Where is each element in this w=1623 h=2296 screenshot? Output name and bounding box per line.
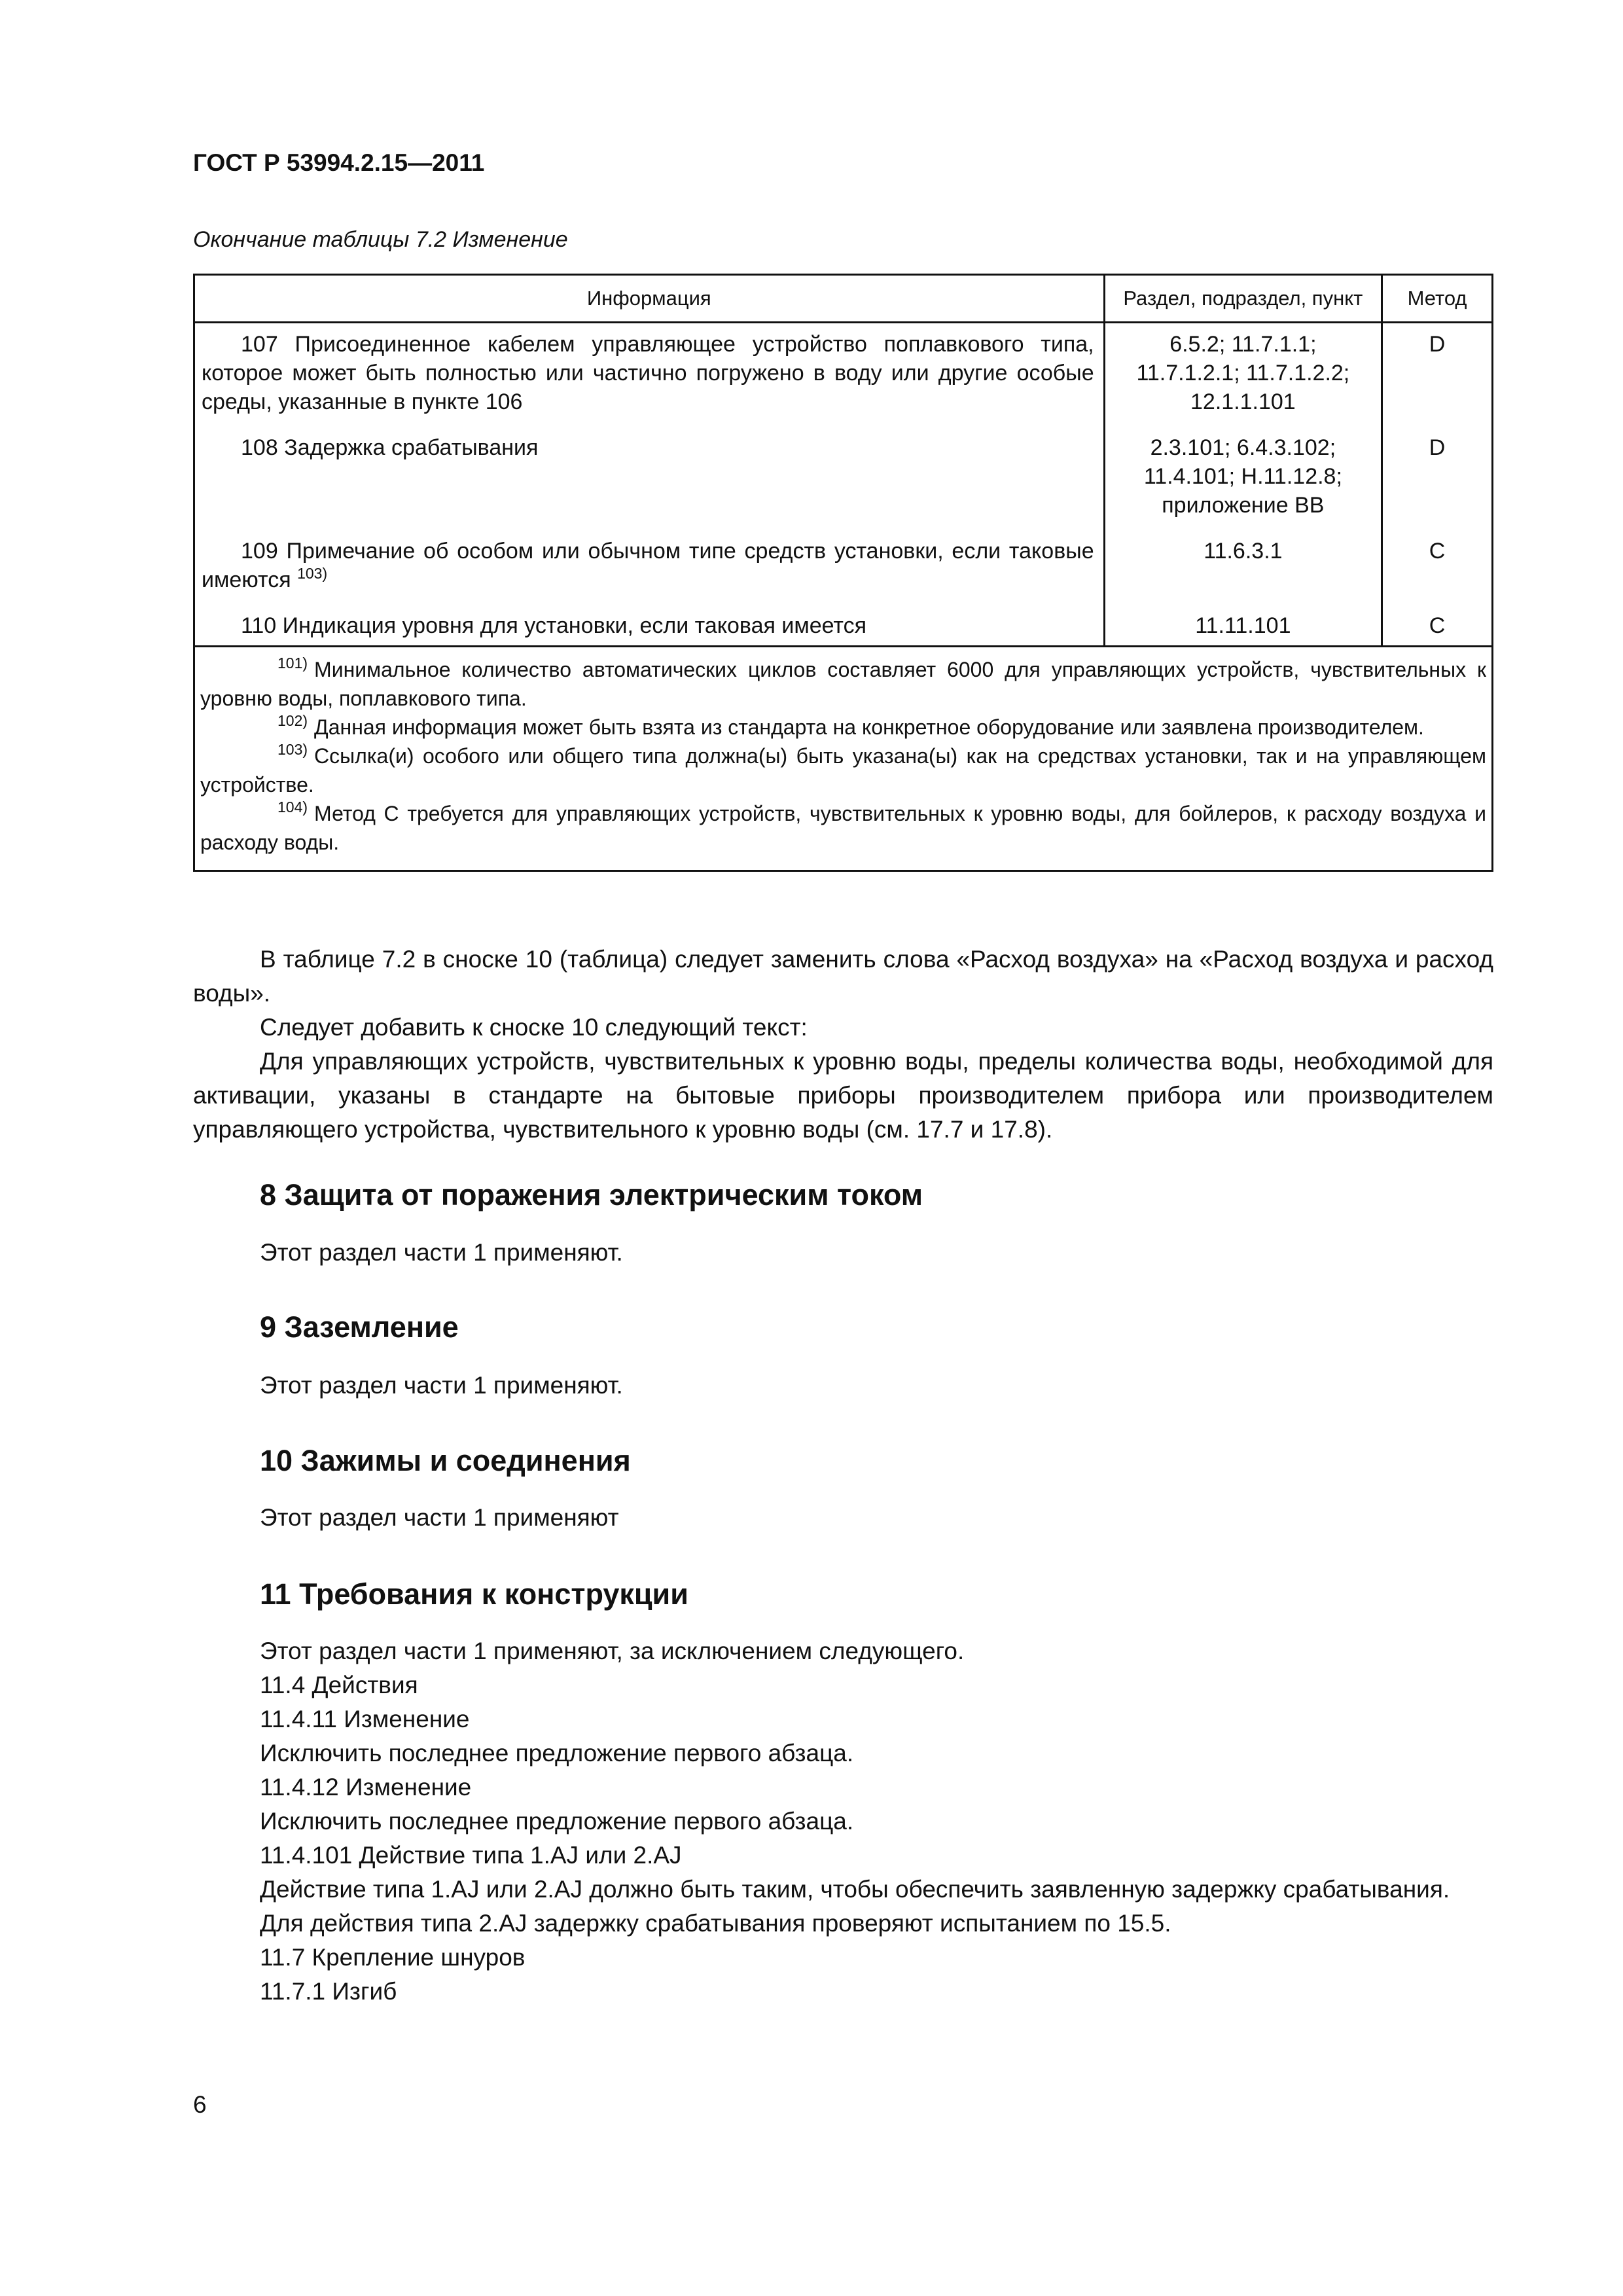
reference-line: 11.7.1.2.1; 11.7.1.2.2;	[1136, 361, 1350, 386]
clause-line: Для действия типа 2.AJ задержку срабатывания проверяют испытанием по 15.5.	[260, 1910, 1171, 1937]
clause-line: Исключить последнее предложение первого абзаца.	[260, 1740, 854, 1767]
clause-line: 11.4.101 Действие типа 1.AJ или 2.AJ	[260, 1842, 682, 1869]
footnote-mark: 101)	[277, 655, 308, 672]
note-text: Метод С требуется для управляющих устройств, чувствительных к уровню воды, для бойлеров, к расходу воздуха и расходу воды.	[200, 802, 1486, 854]
data-table	[193, 274, 1493, 872]
table-caption: Окончание таблицы 7.2 Изменение	[193, 227, 568, 252]
note-text: Ссылка(и) особого или общего типа должна(ы) быть указана(ы) как на средствах установки, так и на управляющем устройстве.	[200, 744, 1486, 797]
clause-line: 11.4 Действия	[260, 1672, 418, 1698]
table-note	[200, 799, 1486, 857]
info-cell: 107 Присоединенное кабелем управляющее устройство поплавкового типа, которое может быть полностью или частично погружено в воду или другие особые среды, указанные в пункте 106	[194, 323, 1105, 434]
page-header: ГОСТ Р 53994.2.15—2011	[193, 149, 485, 176]
table-header-row	[194, 275, 1493, 323]
page-number: 6	[193, 2091, 207, 2118]
info-cell: 108 Задержка срабатывания	[194, 433, 1105, 537]
reference-line: 11.4.101; H.11.12.8;	[1143, 464, 1342, 489]
table-row	[194, 537, 1493, 611]
paragraph: Действие типа 1.AJ или 2.AJ должно быть таким, чтобы обеспечить заявленную задержку срабатывания.	[260, 1876, 1450, 1903]
clause-line: 11.4.11 Изменение	[260, 1706, 470, 1732]
clause-line: 11.4.12 Изменение	[260, 1774, 472, 1801]
footnote-mark: 102)	[277, 712, 308, 729]
paragraph: В таблице 7.2 в сноске 10 (таблица) следует заменить слова «Расход воздуха» на «Расход воздуха и расход воды».	[193, 946, 1493, 1007]
footnote-mark: 103)	[277, 741, 308, 758]
table-notes	[194, 647, 1493, 871]
info-cell: 110 Индикация уровня для установки, если таковая имеется	[194, 611, 1105, 647]
paragraph: Следует добавить к сноске 10 следующий текст:	[260, 1014, 808, 1041]
table-row	[194, 433, 1493, 537]
section-heading: 10 Зажимы и соединения	[260, 1444, 631, 1477]
footnote-mark: 104)	[277, 798, 308, 816]
section-text: Этот раздел части 1 применяют	[260, 1504, 619, 1531]
table-note	[200, 655, 1486, 713]
reference-cell	[1104, 323, 1382, 434]
footnote-mark: 103)	[297, 565, 328, 582]
reference-line: 6.5.2; 11.7.1.1;	[1169, 332, 1317, 357]
clause-line: 11.7.1 Изгиб	[260, 1978, 397, 2005]
section-text: Этот раздел части 1 применяют.	[260, 1239, 623, 1266]
table-note	[200, 742, 1486, 799]
method-cell: D	[1382, 323, 1493, 434]
method-cell: D	[1382, 433, 1493, 537]
reference-line: 2.3.101; 6.4.3.102;	[1150, 435, 1336, 460]
section-heading: 11 Требования к конструкции	[260, 1577, 688, 1611]
section-11-body	[193, 1634, 1493, 2009]
reference-line: 11.11.101	[1195, 613, 1291, 638]
reference-cell	[1104, 537, 1382, 611]
reference-cell	[1104, 433, 1382, 537]
reference-line: приложение ВВ	[1162, 493, 1325, 518]
table-row	[194, 611, 1493, 647]
table-row	[194, 323, 1493, 434]
clause-line: 11.7 Крепление шнуров	[260, 1944, 526, 1971]
paragraph: Этот раздел части 1 применяют, за исключением следующего.	[260, 1638, 965, 1664]
column-header: Информация	[194, 275, 1105, 323]
section-text: Этот раздел части 1 применяют.	[260, 1372, 623, 1399]
column-header: Раздел, подраздел, пункт	[1104, 275, 1382, 323]
table-note	[200, 713, 1486, 742]
column-header: Метод	[1382, 275, 1493, 323]
reference-line: 11.6.3.1	[1204, 539, 1283, 564]
table-notes-row	[194, 647, 1493, 871]
reference-cell	[1104, 611, 1382, 647]
method-cell: C	[1382, 537, 1493, 611]
note-text: Минимальное количество автоматических циклов составляет 6000 для управляющих устройств, чувствительных к уровню воды, поплавкового типа.	[200, 658, 1486, 710]
info-cell	[194, 537, 1105, 611]
paragraph: Для управляющих устройств, чувствительных к уровню воды, пределы количества воды, необходимой для активации, указаны в стандарте на бытовые приборы производителем прибора или производителем управляющего устройства, чувствительного к уровню воды (см. 17.7 и 17.8).	[193, 1048, 1493, 1143]
amendment-text	[193, 942, 1493, 1147]
method-cell: C	[1382, 611, 1493, 647]
section-heading: 9 Заземление	[260, 1310, 459, 1344]
reference-line: 12.1.1.101	[1190, 389, 1296, 414]
info-text: 109 Примечание об особом или обычном типе средств установки, если таковые имеются	[202, 539, 1094, 592]
section-heading: 8 Защита от поражения электрическим током	[260, 1178, 923, 1211]
note-text: Данная информация может быть взята из стандарта на конкретное оборудование или заявлена производителем.	[314, 715, 1424, 739]
clause-line: Исключить последнее предложение первого абзаца.	[260, 1808, 854, 1835]
